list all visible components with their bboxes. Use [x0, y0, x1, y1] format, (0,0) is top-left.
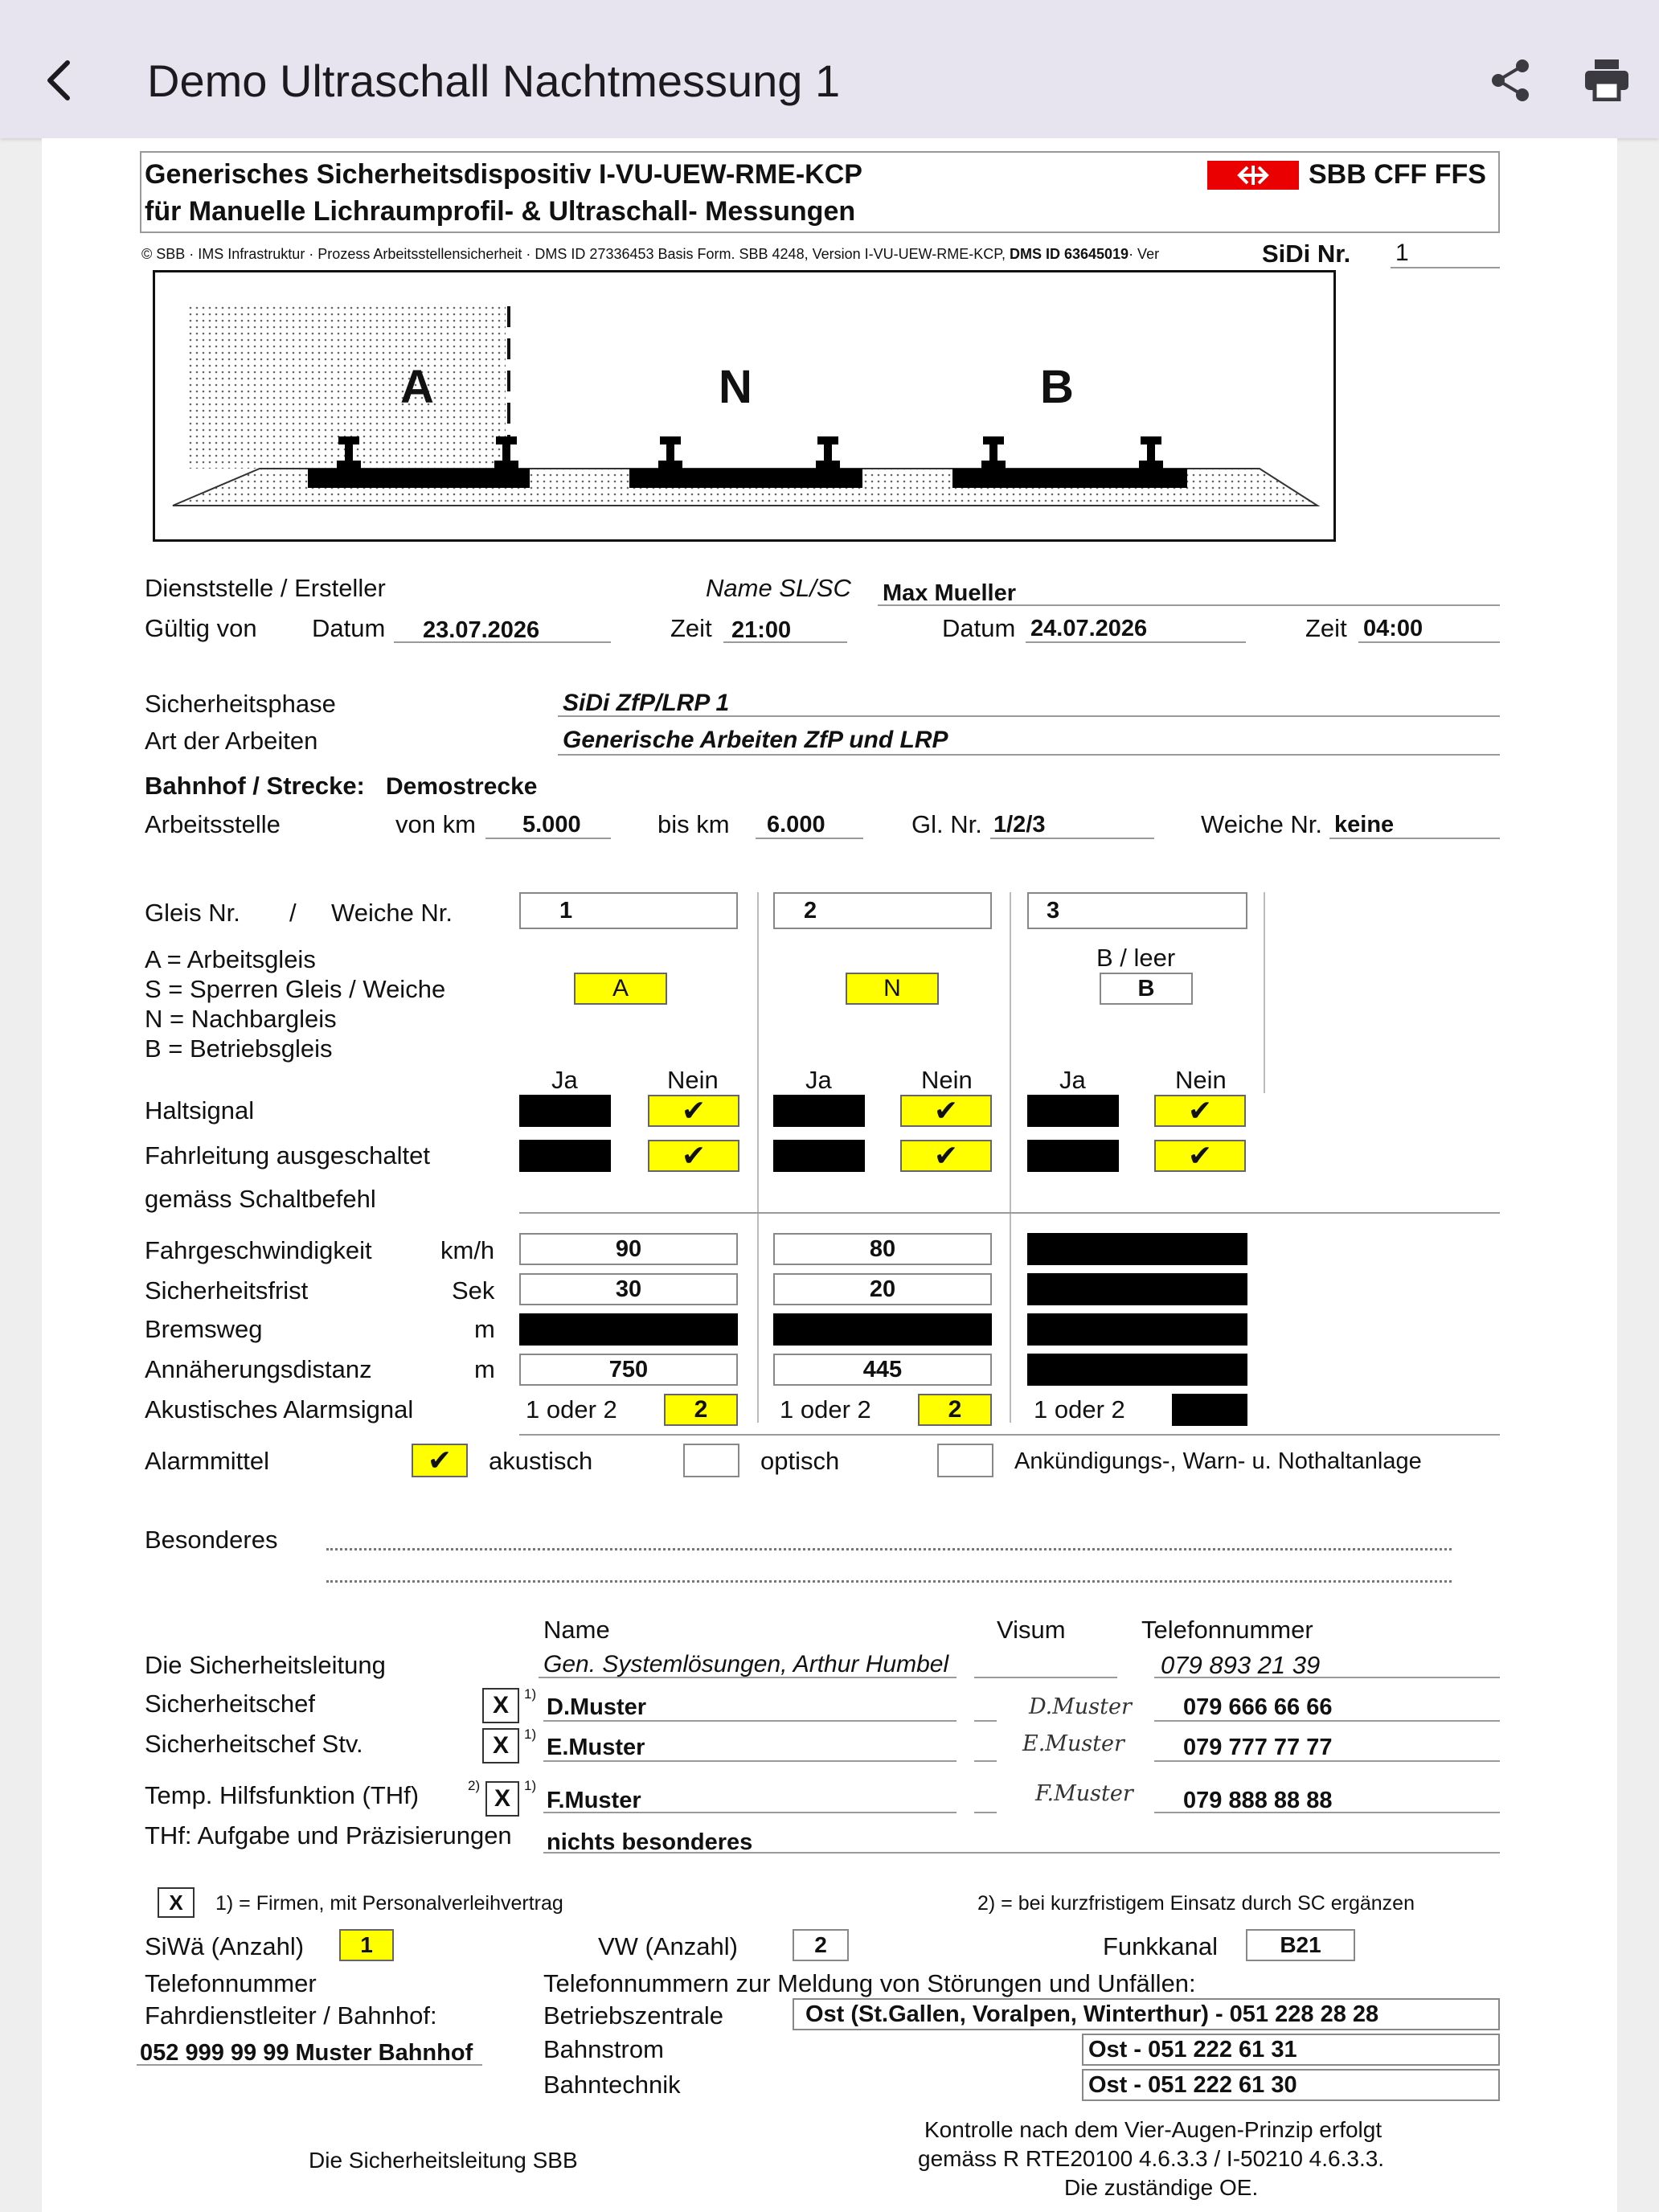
kontrolle-2: gemäss R RTE20100 4.6.3.3 / I-50210 4.6.3.3. [918, 2146, 1385, 2171]
kontrolle-3: Die zuständige OE. [1064, 2175, 1259, 2200]
bahnstrom-label: Bahnstrom [543, 2035, 664, 2063]
bahnhof-value[interactable]: Demostrecke [386, 773, 538, 800]
sicherheitschef-visum: D.Muster [1029, 1694, 1132, 1719]
haltsignal-2-ja[interactable] [773, 1095, 865, 1127]
vw-label: VW (Anzahl) [598, 1932, 738, 1960]
sicherheitschef-name[interactable]: D.Muster [547, 1694, 647, 1720]
fn2-thf: 2) [468, 1778, 481, 1793]
kmh-2[interactable]: 80 [773, 1233, 992, 1265]
bahntechnik-value[interactable]: Ost - 051 222 61 30 [1082, 2069, 1500, 2101]
oder-3: 1 oder 2 [1034, 1395, 1125, 1423]
sek-2[interactable]: 20 [773, 1273, 992, 1305]
sicherheitschef-label: Sicherheitschef [145, 1690, 315, 1718]
sek-unit: Sek [452, 1276, 495, 1305]
weiche-nr-label: Weiche Nr. [1201, 810, 1323, 838]
vw-value[interactable]: 2 [793, 1929, 849, 1961]
b-leer-label: B / leer [1096, 944, 1176, 972]
von-km-label: von km [395, 810, 476, 838]
akustisch-checkbox[interactable]: ✔ [412, 1444, 468, 1477]
legend-s: S = Sperren Gleis / Weiche [145, 975, 446, 1003]
bremsweg-label: Bremsweg [145, 1315, 263, 1343]
col-visum: Visum [997, 1616, 1066, 1644]
stoerungen-label: Telefonnummern zur Meldung von Störungen und Unfällen: [543, 1969, 1196, 1997]
thf-visum: F.Muster [1035, 1781, 1133, 1806]
art-label: Art der Arbeiten [145, 727, 318, 755]
kmh-3[interactable] [1027, 1233, 1247, 1265]
col-telefon: Telefonnummer [1141, 1616, 1313, 1644]
col-name: Name [543, 1616, 610, 1644]
share-icon[interactable] [1489, 58, 1534, 103]
thf-x[interactable]: X [485, 1781, 519, 1817]
siwa-value[interactable]: 1 [339, 1929, 394, 1961]
weiche-nr-value[interactable]: keine [1334, 812, 1395, 838]
kmh-1[interactable]: 90 [519, 1233, 738, 1265]
footnote-1: 1) = Firmen, mit Personalverleihvertrag [215, 1892, 563, 1915]
bremsweg-3[interactable] [1027, 1313, 1247, 1346]
gleis-3-type[interactable]: B [1100, 973, 1193, 1005]
thf-name[interactable]: F.Muster [547, 1788, 641, 1813]
brand: SBB CFF FFS [1309, 159, 1486, 190]
gueltig-label: Gültig von [145, 614, 257, 642]
diagram-label-n: N [719, 361, 752, 413]
sek-3[interactable] [1027, 1273, 1247, 1305]
datum-label: Datum [312, 614, 386, 642]
fahrleitung-3-ja[interactable] [1027, 1140, 1119, 1172]
app-bar [0, 0, 1659, 138]
sidi-number: 1 [1395, 240, 1409, 266]
bremsweg-1[interactable] [519, 1313, 738, 1346]
besonderes-line-1[interactable] [326, 1548, 1452, 1550]
gleis-1-nr[interactable]: 1 [519, 892, 738, 929]
print-icon[interactable] [1583, 58, 1630, 101]
schaltbefehl-label: gemäss Schaltbefehl [145, 1185, 376, 1213]
annaeherung-unit: m [474, 1355, 495, 1383]
gleis-2-type[interactable]: N [846, 973, 939, 1005]
fn1-sc: 1) [524, 1686, 537, 1702]
fn1-thf: 1) [524, 1778, 537, 1793]
kontrolle-1: Kontrolle nach dem Vier-Augen-Prinzip erfolgt [924, 2117, 1382, 2142]
sicherheitschef-stv-visum: E.Muster [1022, 1731, 1124, 1756]
fahrleitung-2-ja[interactable] [773, 1140, 865, 1172]
ankuendigung-checkbox[interactable] [937, 1444, 993, 1477]
sidi-label: SiDi Nr. [1262, 240, 1351, 268]
sbb-logo-icon [1207, 161, 1299, 190]
datum-from[interactable]: 23.07.2026 [423, 617, 540, 643]
name-sl-value[interactable]: Max Mueller [883, 580, 1016, 606]
tel-fdl-label-1: Telefonnummer [145, 1969, 317, 1997]
alarmmittel-label: Alarmmittel [145, 1447, 270, 1475]
fahrgeschwindigkeit-label: Fahrgeschwindigkeit [145, 1236, 372, 1264]
dist-1[interactable]: 750 [519, 1354, 738, 1386]
diagram-label-a: A [400, 361, 434, 413]
thf-aufgabe-value[interactable]: nichts besonderes [547, 1829, 753, 1855]
alarm-1[interactable]: 2 [664, 1394, 738, 1426]
haltsignal-1-nein[interactable]: ✔ [648, 1095, 739, 1127]
tel-fdl-label-2: Fahrdienstleiter / Bahnhof: [145, 2001, 437, 2030]
haltsignal-3-nein[interactable]: ✔ [1154, 1095, 1246, 1127]
funkkanal-label: Funkkanal [1103, 1932, 1219, 1960]
ja-header-2: Ja [805, 1066, 832, 1094]
kmh-unit: km/h [440, 1236, 495, 1264]
sicherheitschef-stv-x[interactable]: X [482, 1728, 519, 1763]
zeit-to[interactable]: 04:00 [1363, 616, 1423, 641]
sicherheitsleitung-name[interactable]: Gen. Systemlösungen, Arthur Humbel [543, 1651, 949, 1677]
von-km-value[interactable]: 5.000 [522, 812, 581, 838]
zeit-label: Zeit [670, 614, 712, 642]
copyright: © SBB · IMS Infrastruktur · Prozess Arbeitsstellensicherheit · DMS ID 27336453 Basis Form. SBB 4248, Version I-VU-UEW-RME-KCP, DMS ID 63645019· Ver [141, 246, 1160, 262]
art-value[interactable]: Generische Arbeiten ZfP und LRP [563, 727, 948, 753]
bis-km-label: bis km [657, 810, 730, 838]
haltsignal-label: Haltsignal [145, 1096, 255, 1124]
dist-2[interactable]: 445 [773, 1354, 992, 1386]
fn1-stv: 1) [524, 1727, 537, 1742]
gl-nr-value[interactable]: 1/2/3 [993, 812, 1046, 838]
fahrleitung-2-nein[interactable]: ✔ [900, 1140, 992, 1172]
funkkanal-value[interactable]: B21 [1246, 1929, 1355, 1961]
akustisch-alarm-label: Akustisches Alarmsignal [145, 1395, 414, 1423]
gleis-nr-label: Gleis Nr. [145, 899, 240, 927]
fahrleitung-label: Fahrleitung ausgeschaltet [145, 1141, 431, 1169]
thf-tel[interactable]: 079 888 88 88 [1183, 1788, 1333, 1813]
bahnhof-label: Bahnhof / Strecke: [145, 772, 365, 800]
alarm-3[interactable] [1172, 1394, 1247, 1426]
footnote-x[interactable]: X [158, 1887, 195, 1918]
datum-label-to: Datum [942, 614, 1016, 642]
ja-header-3: Ja [1059, 1066, 1086, 1094]
akustisch-label: akustisch [489, 1447, 593, 1475]
oder-2: 1 oder 2 [780, 1395, 871, 1423]
ja-header-1: Ja [551, 1066, 578, 1094]
legend-n: N = Nachbargleis [145, 1005, 337, 1033]
gleis-1-type[interactable]: A [574, 973, 667, 1005]
fahrleitung-3-nein[interactable]: ✔ [1154, 1140, 1246, 1172]
sicherheitsfrist-label: Sicherheitsfrist [145, 1276, 309, 1305]
phase-label: Sicherheitsphase [145, 690, 336, 718]
back-arrow-icon[interactable] [42, 58, 77, 103]
gl-nr-label: Gl. Nr. [911, 810, 982, 838]
bremsweg-unit: m [474, 1315, 495, 1343]
zeit-from[interactable]: 21:00 [731, 617, 792, 643]
nein-header-3: Nein [1175, 1066, 1227, 1094]
alarm-2[interactable]: 2 [918, 1394, 992, 1426]
gleis-slash: / [289, 899, 297, 927]
haltsignal-3-ja[interactable] [1027, 1095, 1119, 1127]
fahrleitung-1-nein[interactable]: ✔ [648, 1140, 739, 1172]
besonderes-label: Besonderes [145, 1526, 278, 1554]
dist-3[interactable] [1027, 1354, 1247, 1386]
bis-km-value[interactable]: 6.000 [767, 812, 825, 838]
haltsignal-1-ja[interactable] [519, 1095, 611, 1127]
legend-b: B = Betriebsgleis [145, 1034, 333, 1063]
optisch-label: optisch [760, 1447, 840, 1475]
betriebszentrale-label: Betriebszentrale [543, 2001, 724, 2030]
besonderes-line-2[interactable] [326, 1580, 1452, 1583]
ankuendigung-label: Ankündigungs-, Warn- u. Nothaltanlage [1014, 1448, 1422, 1474]
legend-a: A = Arbeitsgleis [145, 945, 316, 973]
thf-aufgabe-label: THf: Aufgabe und Präzisierungen [145, 1821, 512, 1849]
gleis-3-nr[interactable]: 3 [1027, 892, 1247, 929]
sek-1[interactable]: 30 [519, 1273, 738, 1305]
gleis-weiche-label: Weiche Nr. [331, 899, 453, 927]
sicherheitschef-stv-label: Sicherheitschef Stv. [145, 1730, 363, 1758]
bahnstrom-value[interactable]: Ost - 051 222 61 31 [1082, 2034, 1500, 2066]
sicherheitschef-stv-name[interactable]: E.Muster [547, 1735, 645, 1760]
optisch-checkbox[interactable] [683, 1444, 739, 1477]
document-title: Demo Ultraschall Nachtmessung 1 [147, 55, 841, 106]
haltsignal-2-nein[interactable]: ✔ [900, 1095, 992, 1127]
thf-label: Temp. Hilfsfunktion (THf) [145, 1781, 420, 1809]
sicherheitschef-stv-tel[interactable]: 079 777 77 77 [1183, 1735, 1333, 1760]
sicherheitsleitung-label: Die Sicherheitsleitung [145, 1651, 386, 1679]
gleis-2-nr[interactable]: 2 [773, 892, 992, 929]
form-title-2: für Manuelle Lichraumprofil- & Ultraschall- Messungen [145, 196, 856, 227]
nein-header-1: Nein [667, 1066, 719, 1094]
sicherheitsleitung-tel[interactable]: 079 893 21 39 [1161, 1651, 1321, 1679]
bahntechnik-label: Bahntechnik [543, 2071, 681, 2099]
form-title-1: Generisches Sicherheitsdispositiv I-VU-UEW-RME-KCP [145, 159, 862, 190]
diagram-label-b: B [1040, 361, 1074, 413]
sicherheitschef-x[interactable]: X [482, 1688, 519, 1723]
siwa-label: SiWä (Anzahl) [145, 1932, 305, 1960]
sicherheitschef-tel[interactable]: 079 666 66 66 [1183, 1694, 1333, 1720]
nein-header-2: Nein [921, 1066, 973, 1094]
tel-fdl-value[interactable]: 052 999 99 99 Muster Bahnhof [140, 2040, 473, 2066]
arbeitsstelle-label: Arbeitsstelle [145, 810, 281, 838]
footnote-2: 2) = bei kurzfristigem Einsatz durch SC ergänzen [977, 1892, 1415, 1915]
annaeherung-label: Annäherungsdistanz [145, 1355, 372, 1383]
name-sl-label: Name SL/SC [706, 574, 851, 602]
phase-value[interactable]: SiDi ZfP/LRP 1 [563, 690, 730, 716]
bremsweg-2[interactable] [773, 1313, 992, 1346]
sicherheitsleitung-sbb: Die Sicherheitsleitung SBB [309, 2148, 578, 2173]
oder-1: 1 oder 2 [526, 1395, 617, 1423]
datum-to[interactable]: 24.07.2026 [1030, 616, 1148, 641]
fahrleitung-1-ja[interactable] [519, 1140, 611, 1172]
betriebszentrale-value[interactable]: Ost (St.Gallen, Voralpen, Winterthur) - 051 228 28 28 [793, 1998, 1500, 2030]
dienststelle-label: Dienststelle / Ersteller [145, 574, 386, 602]
zeit-label-to: Zeit [1305, 614, 1347, 642]
